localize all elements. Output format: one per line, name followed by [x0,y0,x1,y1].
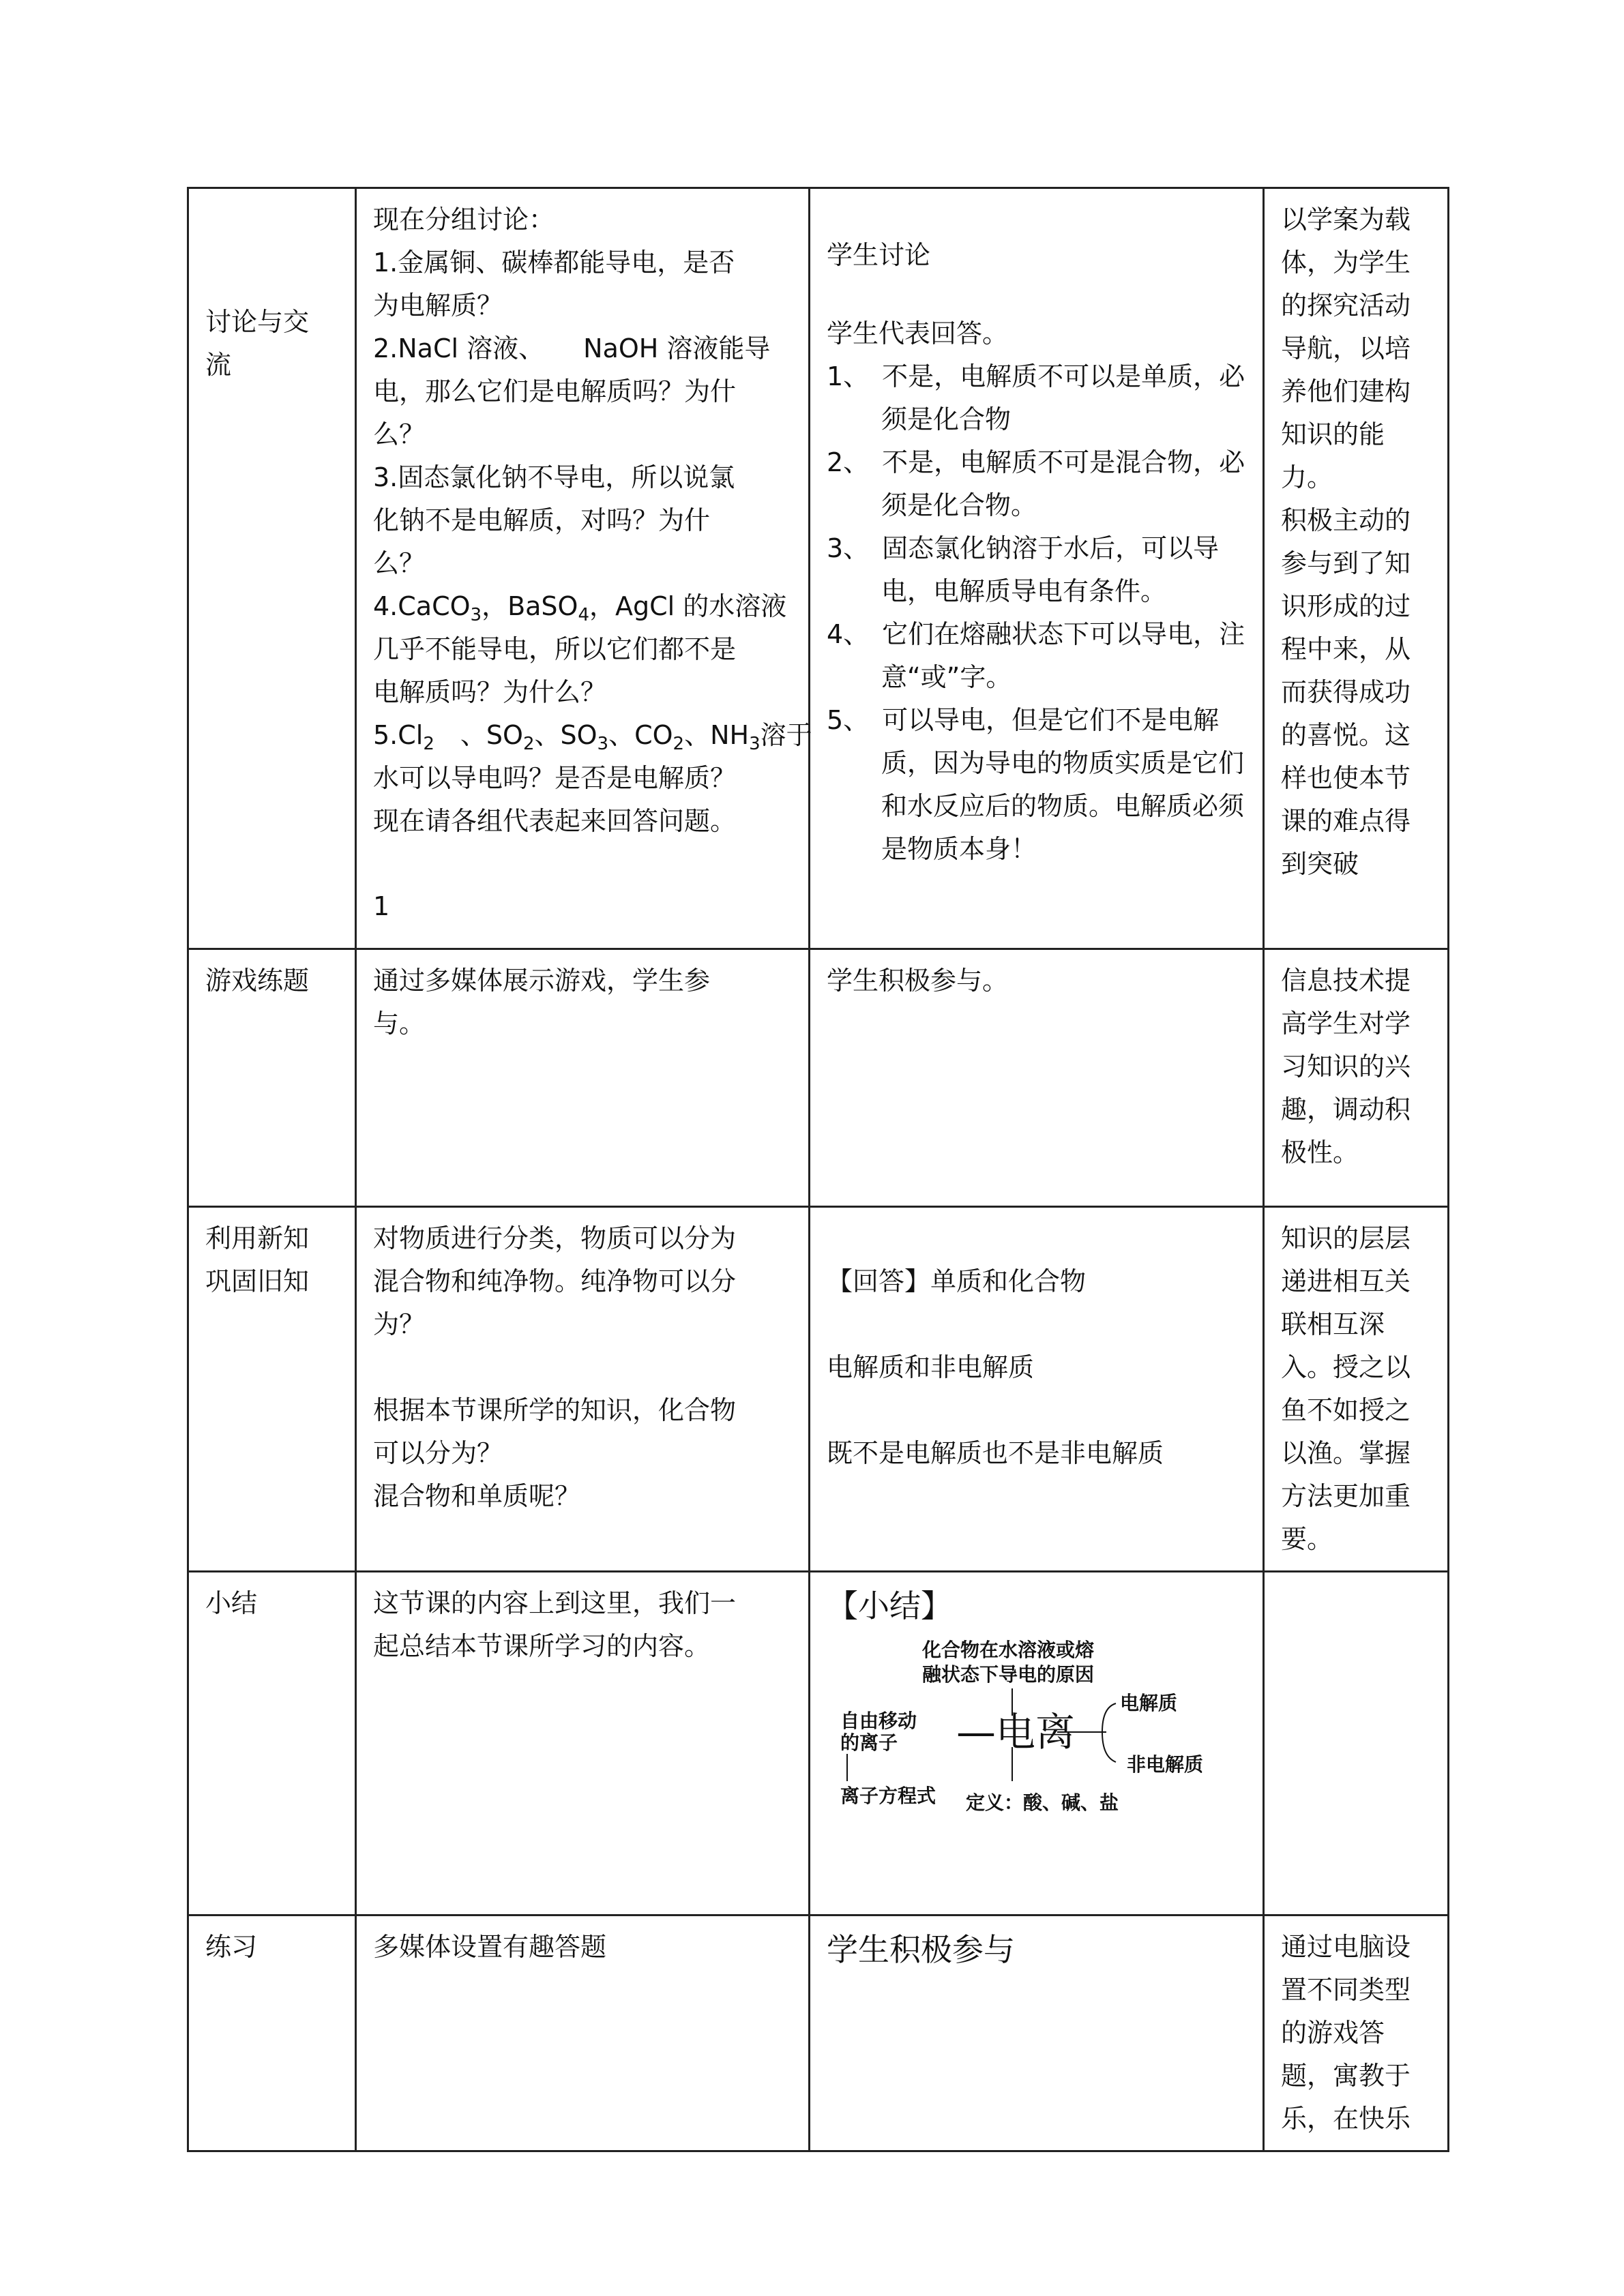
teacher-text: 根据本节课所学的知识，化合物 [373,1395,737,1425]
subscript: 4 [578,605,590,625]
electrolyte-label: 电解质 [1120,1693,1178,1714]
free-ions-label: 自由移动 [840,1710,917,1731]
purpose-text: 的探究活动 [1281,290,1411,320]
stage-text: 练习 [205,1932,258,1962]
student-answer: 电解质和非电解质 [827,1352,1035,1382]
free-ions-label: 的离子 [840,1732,898,1753]
table-row-practice [188,1915,1449,2151]
purpose-text: 要。 [1281,1524,1333,1554]
purpose-text: 乐，在快乐 [1281,2104,1411,2134]
formula-text: ，AgCl 的水溶液 [589,591,787,621]
teacher-text: 与。 [373,1009,426,1039]
purpose-text: 导航，以培 [1281,333,1411,363]
question-3: 么？ [373,548,426,578]
cause-label: 融状态下导电的原因 [922,1664,1095,1685]
student-text: 学生积极参与 [827,1931,1015,1968]
stage-cell [188,1915,356,2151]
purpose-text: 置不同类型 [1281,1975,1411,2005]
subscript: 3 [749,734,761,754]
purpose-text: 极性。 [1281,1137,1359,1167]
question-4 [373,585,793,628]
student-activity-cell [810,188,1264,949]
summary-concept-map [827,1632,1236,1878]
purpose-text: 程中来，从 [1281,634,1411,664]
purpose-text: 趣，调动积 [1281,1094,1411,1124]
stage-text: 游戏练题 [205,966,310,996]
closing-instruction: 现在请各组代表起来回答问题。 [373,806,737,836]
answer-item: 2、 不是，电解质不可是混合物，必须是化合物。 [827,447,1245,520]
student-answer: 既不是电解质也不是非电解质 [827,1438,1164,1468]
purpose-text: 到突破 [1281,849,1359,879]
purpose-text: 联相互深 [1281,1309,1385,1339]
purpose-cell [1264,949,1449,1207]
teacher-activity-cell [356,949,810,1207]
stray-number: 1 [373,891,390,921]
purpose-text: 养他们建构 [1281,376,1411,406]
subscript: 2 [522,734,535,754]
purpose-text: 以渔。掌握 [1281,1438,1411,1468]
purpose-text: 题，寓教于 [1281,2061,1411,2091]
teacher-activity-cell [356,1572,810,1915]
teacher-activity-cell [356,188,810,949]
teacher-text: 对物质进行分类，物质可以分为 [373,1223,737,1253]
question-1: 为电解质？ [373,290,503,320]
formula-text: 溶于 [760,720,812,750]
answer-item: 3、 固态氯化钠溶于水后，可以导电，电解质导电有条件。 [827,533,1220,606]
student-activity-cell [810,1207,1264,1572]
teacher-text: 多媒体设置有趣答题 [373,1932,607,1962]
table-row-summary [188,1572,1449,1915]
stage-cell [188,1572,356,1915]
purpose-text: 知识的能 [1281,419,1385,449]
purpose-text: 信息技术提 [1281,966,1411,996]
purpose-cell [1264,1207,1449,1572]
student-activity-cell [810,1572,1264,1915]
purpose-text: 高学生对学 [1281,1009,1411,1039]
purpose-cell [1264,1915,1449,2151]
purpose-text: 体，为学生 [1281,248,1411,278]
cause-label: 化合物在水溶液或熔 [922,1639,1095,1660]
student-activity-cell [810,1915,1264,2151]
formula-text: ，BaSO [482,591,578,621]
purpose-cell [1264,1572,1449,1915]
summary-heading: 【小结】 [827,1587,952,1624]
purpose-text: 方法更加重 [1281,1481,1411,1511]
purpose-text: 积极主动的 [1281,505,1411,535]
question-5 [373,714,812,757]
definition-label: 定义：酸、碱、盐 [966,1792,1119,1813]
purpose-cell [1264,188,1449,949]
teacher-text: 这节课的内容上到这里，我们一 [373,1588,737,1618]
purpose-text: 样也使本节 [1281,763,1411,793]
question-2: 么？ [373,419,426,449]
stage-text: 利用新知 [205,1223,310,1253]
purpose-text: 课的难点得 [1281,806,1411,836]
stage-cell [188,1207,356,1572]
teacher-activity-cell [356,1915,810,2151]
student-answer: 【回答】单质和化合物 [827,1266,1087,1296]
teacher-text: 混合物和单质呢？ [373,1481,581,1511]
table-row-discussion [188,188,1449,949]
teacher-text: 混合物和纯净物。纯净物可以分 [373,1266,737,1296]
question-2: 2.NaCl 溶液、 NaOH 溶液能导 [373,333,771,363]
purpose-text: 通过电脑设 [1281,1932,1411,1962]
subscript: 3 [470,605,482,625]
stage-text: 流 [205,350,232,380]
formula-text: 、CO [608,720,673,750]
question-1: 1.金属铜、碳棒都能导电，是否 [373,248,735,278]
non-electrolyte-label: 非电解质 [1127,1754,1204,1775]
subscript: 2 [673,734,685,754]
lesson-plan-table [187,187,1449,2152]
purpose-text: 知识的层层 [1281,1223,1411,1253]
question-4: 几乎不能导电，所以它们都不是 [373,634,737,664]
purpose-text: 习知识的兴 [1281,1052,1411,1082]
purpose-text: 的喜悦。这 [1281,720,1411,750]
purpose-text: 识形成的过 [1281,591,1411,621]
stage-text: 小结 [205,1588,258,1618]
answer-item: 4、 它们在熔融状态下可以导电，注意“或”字。 [827,619,1245,692]
student-activity-cell [810,949,1264,1207]
question-3: 化钠不是电解质，对吗？为什 [373,505,711,535]
teacher-text: 为？ [373,1309,426,1339]
question-4: 电解质吗？为什么？ [373,677,607,707]
question-5: 水可以导电吗？是否是电解质？ [373,763,737,793]
formula-text: 、NH [684,720,750,750]
student-representative: 学生代表回答。 [827,318,1009,348]
discussion-intro: 现在分组讨论： [373,205,555,235]
formula-text: 、SO [434,720,523,750]
subscript: 2 [423,734,434,754]
student-discussion: 学生讨论 [827,240,931,270]
purpose-text: 的游戏答 [1281,2018,1385,2048]
question-2: 电，那么它们是电解质吗？为什 [373,376,737,406]
purpose-text: 参与到了知 [1281,548,1411,578]
purpose-text: 力。 [1281,462,1333,492]
stage-cell [188,949,356,1207]
formula-text: 4.CaCO [373,591,471,621]
answer-item: 5、 可以导电，但是它们不是电解质，因为导电的物质实质是它们和水反应后的物质。电解质必须是物质本身！ [827,705,1245,864]
teacher-text: 可以分为？ [373,1438,503,1468]
ionization-label: —电离 [956,1709,1076,1755]
purpose-text: 入。授之以 [1281,1352,1411,1382]
table-row-consolidate [188,1207,1449,1572]
teacher-activity-cell [356,1207,810,1572]
stage-cell [188,188,356,949]
subscript: 3 [597,734,609,754]
purpose-text: 而获得成功 [1281,677,1411,707]
student-text: 学生积极参与。 [827,966,1009,996]
purpose-text: 以学案为载 [1281,205,1411,235]
question-3: 3.固态氯化钠不导电，所以说氯 [373,462,735,492]
table-row-game [188,949,1449,1207]
teacher-text: 起总结本节课所学习的内容。 [373,1631,711,1661]
answer-item: 1、 不是，电解质不可以是单质，必须是化合物 [827,361,1245,434]
purpose-text: 递进相互关 [1281,1266,1411,1296]
teacher-text: 通过多媒体展示游戏，学生参 [373,966,711,996]
stage-text: 讨论与交 [205,307,310,337]
stage-text: 巩固旧知 [205,1266,310,1296]
purpose-text: 鱼不如授之 [1281,1395,1411,1425]
ionic-equation-label: 离子方程式 [840,1785,936,1806]
formula-text: 5.Cl [373,720,424,750]
formula-text: 、SO [534,720,597,750]
